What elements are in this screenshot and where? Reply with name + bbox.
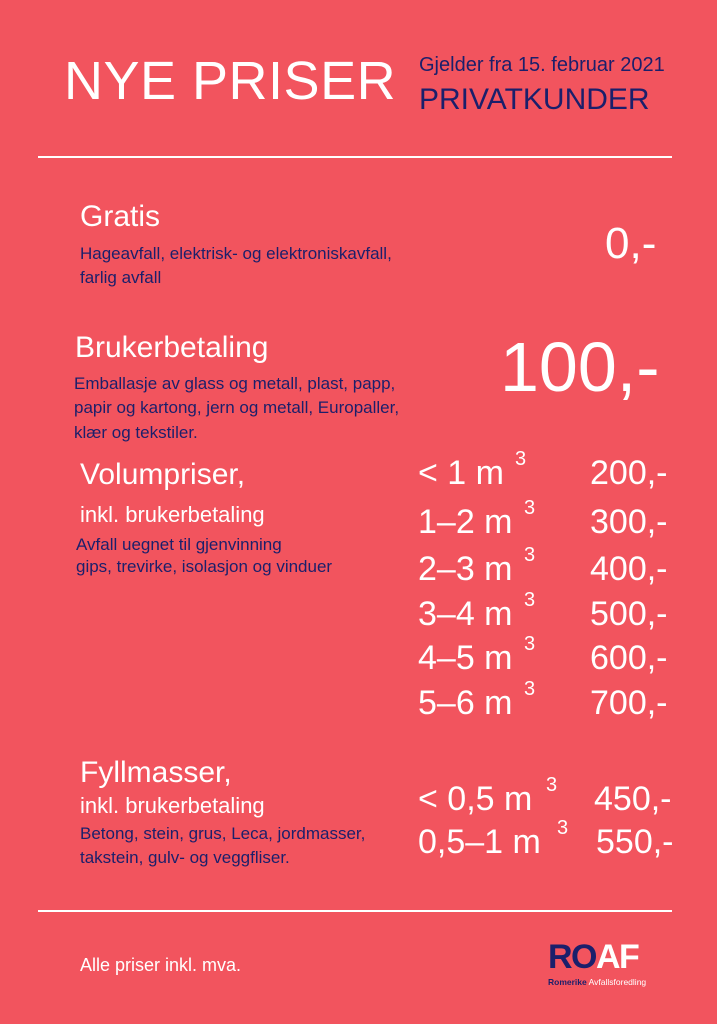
bottom-divider <box>38 910 672 912</box>
price-value: 450,- <box>594 780 672 818</box>
price-value: 600,- <box>590 639 668 677</box>
logo-tagline-avfallsforedling: Avfallsforedling <box>588 977 647 987</box>
brukerbetaling-description-line: Emballasje av glass og metall, plast, papp, <box>74 374 396 393</box>
brukerbetaling-description-line: klær og tekstiler. <box>74 422 198 442</box>
cubic-superscript: 3 <box>515 448 527 470</box>
gratis-heading: Gratis <box>80 200 161 233</box>
gratis-description-line: Hageavfall, elektrisk- og elektroniskavfall, <box>80 244 392 263</box>
volume-label: 3–4 m <box>418 595 513 633</box>
volumpriser-heading: Volumpriser, <box>80 458 246 491</box>
brukerbetaling-description-line: papir og kartong, jern og metall, Europaller, <box>74 398 400 418</box>
fyllmasser-description-line: Betong, stein, grus, Leca, jordmasser, <box>80 824 366 843</box>
cubic-superscript: 3 <box>524 497 536 519</box>
cubic-superscript: 3 <box>546 774 558 796</box>
gratis-description <box>80 242 392 291</box>
cubic-superscript: 3 <box>524 678 536 700</box>
valid-from-date: Gjelder fra 15. februar 2021 <box>419 54 665 76</box>
brukerbetaling-description <box>74 372 399 445</box>
logo-wordmark-ro: RO <box>548 938 596 976</box>
gratis-description-line: farlig avfall <box>80 268 162 288</box>
logo-wordmark-af: AF <box>596 938 639 976</box>
price-value: 400,- <box>590 550 668 588</box>
volumpriser-description-line: gips, trevirke, isolasjon og vinduer <box>76 557 333 577</box>
price-row <box>418 678 678 726</box>
price-row <box>418 497 678 545</box>
roaf-logo <box>548 940 658 992</box>
cubic-superscript: 3 <box>524 589 536 611</box>
fyllmasser-heading: Fyllmasser, <box>80 756 232 789</box>
logo-tagline-romerike: Romerike <box>548 977 587 987</box>
price-row <box>418 544 678 592</box>
price-row <box>418 448 678 496</box>
price-row <box>418 817 678 865</box>
top-divider <box>38 156 672 158</box>
fyllmasser-description <box>80 822 365 870</box>
logo-wordmark <box>548 940 638 974</box>
price-row <box>418 774 678 822</box>
page-title: NYE PRISER <box>64 51 397 111</box>
volume-label: < 1 m <box>418 454 504 492</box>
volumpriser-subheading: inkl. brukerbetaling <box>80 502 265 527</box>
gratis-price: 0,- <box>605 219 657 268</box>
volumpriser-description-line: Avfall uegnet til gjenvinning <box>76 535 282 554</box>
price-value: 300,- <box>590 503 668 541</box>
volume-label: < 0,5 m <box>418 780 533 818</box>
volume-label: 4–5 m <box>418 639 513 677</box>
volumpriser-description <box>76 534 332 578</box>
volume-label: 2–3 m <box>418 550 513 588</box>
vat-note: Alle priser inkl. mva. <box>80 955 242 975</box>
fyllmasser-description-line: takstein, gulv- og veggfliser. <box>80 847 290 867</box>
volume-label: 1–2 m <box>418 503 513 541</box>
cubic-superscript: 3 <box>524 544 536 566</box>
volume-label: 0,5–1 m <box>418 823 541 861</box>
cubic-superscript: 3 <box>524 633 536 655</box>
price-row <box>418 589 678 637</box>
price-value: 700,- <box>590 684 668 722</box>
brukerbetaling-heading: Brukerbetaling <box>75 331 269 364</box>
brukerbetaling-price: 100,- <box>500 328 660 406</box>
cubic-superscript: 3 <box>557 817 569 839</box>
price-value: 550,- <box>596 823 674 861</box>
price-value: 200,- <box>590 454 668 492</box>
fyllmasser-subheading: inkl. brukerbetaling <box>80 793 265 818</box>
audience-label: PRIVATKUNDER <box>419 83 650 116</box>
price-row <box>418 633 678 681</box>
volume-label: 5–6 m <box>418 684 513 722</box>
logo-tagline <box>548 978 646 987</box>
price-value: 500,- <box>590 595 668 633</box>
